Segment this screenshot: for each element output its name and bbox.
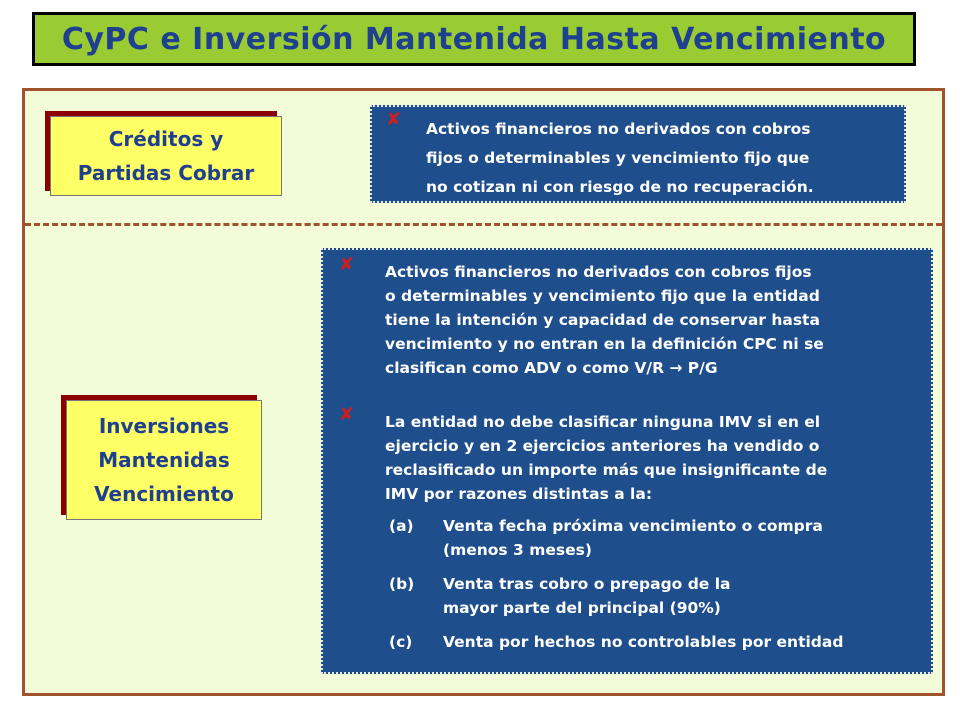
creditos-label xyxy=(50,116,282,196)
sub-item xyxy=(389,630,843,654)
inversiones-label-line: Inversiones xyxy=(98,414,230,438)
inversiones-label xyxy=(66,400,262,520)
inversiones-bullet1-line: o determinables y vencimiento fijo que la entidad xyxy=(385,287,820,305)
creditos-label-line: Créditos y xyxy=(108,127,224,151)
sub-item xyxy=(389,572,843,630)
sub-item-line1: Venta tras cobro o prepago de la xyxy=(443,575,731,593)
inversiones-definition-box xyxy=(321,248,933,674)
x-mark-icon: ✘ xyxy=(339,404,355,425)
sub-item-line1: Venta por hechos no controlables por entidad xyxy=(443,633,844,651)
inversiones-bullet2-line: ejercicio y en 2 ejercicios anteriores ha vendido o xyxy=(385,437,820,455)
creditos-text-line: Activos financieros no derivados con cobros xyxy=(426,120,811,138)
creditos-text-line: fijos o determinables y vencimiento fijo que xyxy=(426,149,810,167)
sub-item-marker: (a) xyxy=(389,517,414,535)
inversiones-label-line: Vencimiento xyxy=(94,482,234,506)
inversiones-bullet1-line: tiene la intención y capacidad de conservar hasta xyxy=(385,311,820,329)
page-title: CyPC e Inversión Mantenida Hasta Vencimiento xyxy=(61,21,887,57)
sub-item-line1: Venta fecha próxima vencimiento o compra xyxy=(443,517,823,535)
content-panel xyxy=(22,88,945,696)
x-mark-icon: ✘ xyxy=(339,254,355,275)
inversiones-bullet1-line: clasifican como ADV o como V/R → P/G xyxy=(385,359,718,377)
creditos-text-line: no cotizan ni con riesgo de no recuperación. xyxy=(426,178,814,196)
creditos-label-line: Partidas Cobrar xyxy=(77,161,255,185)
inversiones-label-line: Mantenidas xyxy=(98,448,230,472)
inversiones-bullet1-line: Activos financieros no derivados con cobros fijos xyxy=(385,263,812,281)
sub-item-marker: (c) xyxy=(389,633,413,651)
creditos-definition-box xyxy=(370,105,906,203)
inversiones-bullet1-line: vencimiento y no entran en la definición CPC ni se xyxy=(385,335,824,353)
section-divider xyxy=(25,223,942,226)
inversiones-bullet2-line: IMV por razones distintas a la: xyxy=(385,485,653,503)
sub-item xyxy=(389,514,843,572)
title-bar xyxy=(32,12,916,66)
x-mark-icon: ✘ xyxy=(386,109,402,130)
sub-item-line2: (menos 3 meses) xyxy=(443,541,592,559)
sub-item-line2: mayor parte del principal (90%) xyxy=(443,599,721,617)
inversiones-bullet2-line: La entidad no debe clasificar ninguna IMV si en el xyxy=(385,413,821,431)
inversiones-bullet2-line: reclasificado un importe más que insignificante de xyxy=(385,461,828,479)
sub-item-marker: (b) xyxy=(389,575,415,593)
